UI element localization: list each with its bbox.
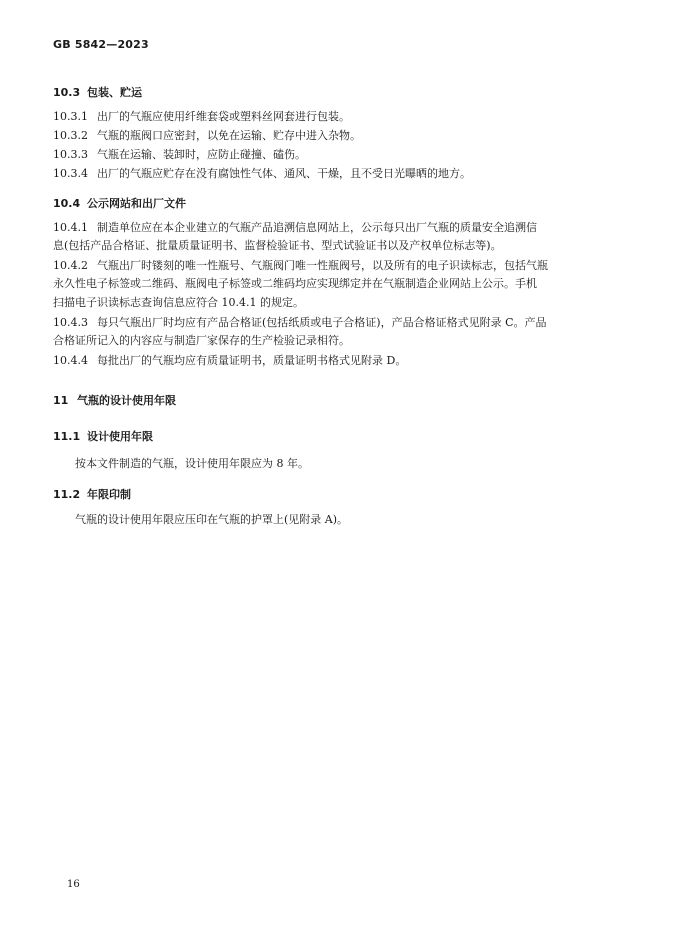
section-number: 10.3 (53, 86, 81, 99)
clause-10-4-3-continuation: 合格证所记入的内容应与制造厂家保存的生产检验记录相符。 (53, 334, 350, 347)
clause-number: 10.3.1 (53, 110, 88, 123)
section-number: 10.4 (53, 197, 81, 210)
section-title: 公示网站和出厂文件 (87, 197, 186, 210)
clause-text: 气瓶的瓶阀口应密封，以免在运输、贮存中进入杂物。 (97, 129, 361, 142)
clause-10-4-2-continuation: 永久性电子标签或二维码、瓶阀电子标签或二维码均应实现绑定并在气瓶制造企业网站上公示。手机 (53, 277, 537, 290)
section-title: 包装、贮运 (87, 86, 142, 99)
chapter-number: 11 (53, 394, 69, 407)
chapter-title: 气瓶的设计使用年限 (77, 394, 176, 407)
section-11-1-heading (53, 428, 153, 444)
clause-text: 出厂的气瓶应贮存在没有腐蚀性气体、通风、干燥，且不受日光曝晒的地方。 (97, 167, 471, 180)
clause-text: 气瓶在运输、装卸时，应防止碰撞、磕伤。 (97, 148, 306, 161)
clause-number: 10.4.4 (53, 354, 88, 367)
section-11-1-text: 按本文件制造的气瓶，设计使用年限应为 8 年。 (75, 457, 309, 470)
clause-number: 10.4.1 (53, 221, 88, 234)
clause-text: 每只气瓶出厂时均应有产品合格证(包括纸质或电子合格证)，产品合格证格式见附录 C。产品 (97, 316, 547, 329)
clause-number: 10.4.3 (53, 316, 88, 329)
clause-text: 制造单位应在本企业建立的气瓶产品追溯信息网站上，公示每只出厂气瓶的质量安全追溯信 (97, 221, 537, 234)
clause-10-3-1 (53, 107, 350, 126)
clause-text: 出厂的气瓶应使用纤维套袋或塑料丝网套进行包装。 (97, 110, 350, 123)
clause-10-4-2-continuation: 扫描电子识读标志查询信息应符合 10.4.1 的规定。 (53, 296, 304, 309)
section-11-2-heading (53, 486, 131, 502)
clause-text: 气瓶出厂时镂刻的唯一性瓶号、气瓶阀门唯一性瓶阀号，以及所有的电子识读标志，包括气瓶 (97, 259, 548, 272)
section-11-2-text: 气瓶的设计使用年限应压印在气瓶的护罩上(见附录 A)。 (75, 513, 349, 526)
standard-code-header: GB 5842—2023 (53, 38, 149, 51)
section-number: 11.2 (53, 488, 81, 501)
clause-number: 10.3.3 (53, 148, 88, 161)
clause-10-4-1 (53, 218, 537, 237)
section-10-3-heading (53, 84, 142, 100)
clause-10-4-4 (53, 351, 406, 370)
clause-10-4-1-continuation: 息(包括产品合格证、批量质量证明书、监督检验证书、型式试验证书以及产权单位标志等)。 (53, 239, 502, 252)
clause-text: 每批出厂的气瓶均应有质量证明书，质量证明书格式见附录 D。 (97, 354, 407, 367)
clause-10-4-2 (53, 256, 548, 275)
section-10-4-heading (53, 195, 186, 211)
clause-10-4-3 (53, 313, 547, 332)
page-number: 16 (67, 879, 80, 890)
section-title: 设计使用年限 (87, 430, 153, 443)
clause-number: 10.3.4 (53, 167, 88, 180)
section-title: 年限印制 (87, 488, 131, 501)
clause-number: 10.4.2 (53, 259, 88, 272)
clause-10-3-2 (53, 126, 361, 145)
section-number: 11.1 (53, 430, 81, 443)
chapter-11-heading (53, 392, 176, 408)
clause-10-3-3 (53, 145, 306, 164)
clause-number: 10.3.2 (53, 129, 88, 142)
clause-10-3-4 (53, 164, 471, 183)
